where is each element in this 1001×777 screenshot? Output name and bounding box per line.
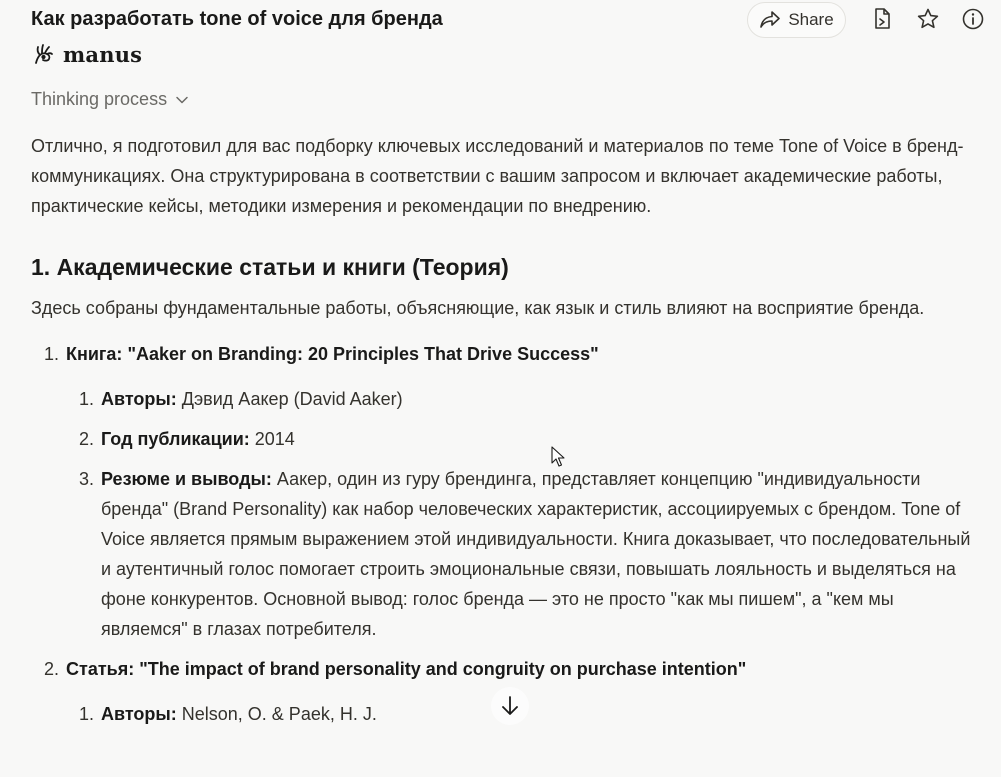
thinking-label: Thinking process xyxy=(31,89,168,109)
file-button[interactable] xyxy=(869,6,895,32)
favorite-button[interactable] xyxy=(915,6,941,32)
mouse-pointer-icon xyxy=(551,446,565,468)
sub-item-label: Авторы: xyxy=(101,389,177,409)
brand-name: manus xyxy=(63,41,143,67)
item-title: "The impact of brand personality and congruity on purchase intention" xyxy=(134,659,747,679)
info-icon xyxy=(961,7,985,31)
header xyxy=(0,0,1001,80)
sub-item-text: Аакер, один из гуру брендинга, представляет концепцию "индивидуальности бренда" (Brand Personality) как набор человеческих характеристик, ассоциируемых с брендом. Tone of Voice является прямым выражением этой индивидуальности. Книга доказывает, что последовательный и аутентичный голос помогает строить эмоциональные связи, повышать лояльность и выделяться на фоне конкурентов. Основной вывод: голос бренда — это не просто "как мы пишем", а "кем мы являемся" в глазах потребителя. xyxy=(101,469,971,639)
list-number: 3. xyxy=(78,469,94,489)
manus-logo-icon xyxy=(31,42,55,66)
sources-list xyxy=(31,339,981,729)
sub-item-label: Резюме и выводы: xyxy=(101,469,272,489)
list-number: 2. xyxy=(78,429,94,449)
item-title: "Aaker on Branding: 20 Principles That Drive Success" xyxy=(122,344,599,364)
list-number: 1. xyxy=(78,704,94,724)
file-icon xyxy=(871,7,893,31)
section-heading: 1. Академические статьи и книги (Теория) xyxy=(31,254,509,280)
star-icon xyxy=(916,7,940,31)
sub-list-item xyxy=(66,424,981,454)
list-item xyxy=(31,339,981,644)
list-number: 1. xyxy=(43,344,59,364)
sub-list xyxy=(66,384,981,644)
message-content xyxy=(31,131,981,739)
sub-list-item xyxy=(66,464,981,644)
item-label: Книга: xyxy=(66,344,123,364)
brand xyxy=(31,42,142,66)
sub-list-item xyxy=(66,384,981,414)
scroll-to-bottom-button[interactable] xyxy=(491,687,529,725)
list-number: 2. xyxy=(43,659,59,679)
share-label: Share xyxy=(788,10,834,29)
arrow-down-icon xyxy=(500,695,520,717)
intro-paragraph: Отлично, я подготовил для вас подборку ключевых исследований и материалов по теме Tone of Voice в бренд-коммуникациях. Она структурирована в соответствии с вашим запросом и включает академические работы, практические кейсы, методики измерения и рекомендации по внедрению. xyxy=(31,136,964,216)
sub-item-text: Nelson, O. & Paek, H. J. xyxy=(176,704,377,724)
list-number: 1. xyxy=(78,389,94,409)
thinking-process-toggle[interactable] xyxy=(31,89,189,110)
info-button[interactable] xyxy=(960,6,986,32)
sub-item-text: 2014 xyxy=(249,429,295,449)
page-title: Как разработать tone of voice для бренда xyxy=(31,8,443,30)
chevron-down-icon xyxy=(175,95,189,105)
sub-item-text: Дэвид Аакер (David Aaker) xyxy=(176,389,403,409)
share-button[interactable] xyxy=(747,2,846,38)
share-arrow-icon xyxy=(759,10,781,30)
sub-item-label: Год публикации: xyxy=(101,429,250,449)
sub-item-label: Авторы: xyxy=(101,704,177,724)
section-description: Здесь собраны фундаментальные работы, объясняющие, как язык и стиль влияют на восприятие бренда. xyxy=(31,298,925,318)
item-label: Статья: xyxy=(66,659,135,679)
